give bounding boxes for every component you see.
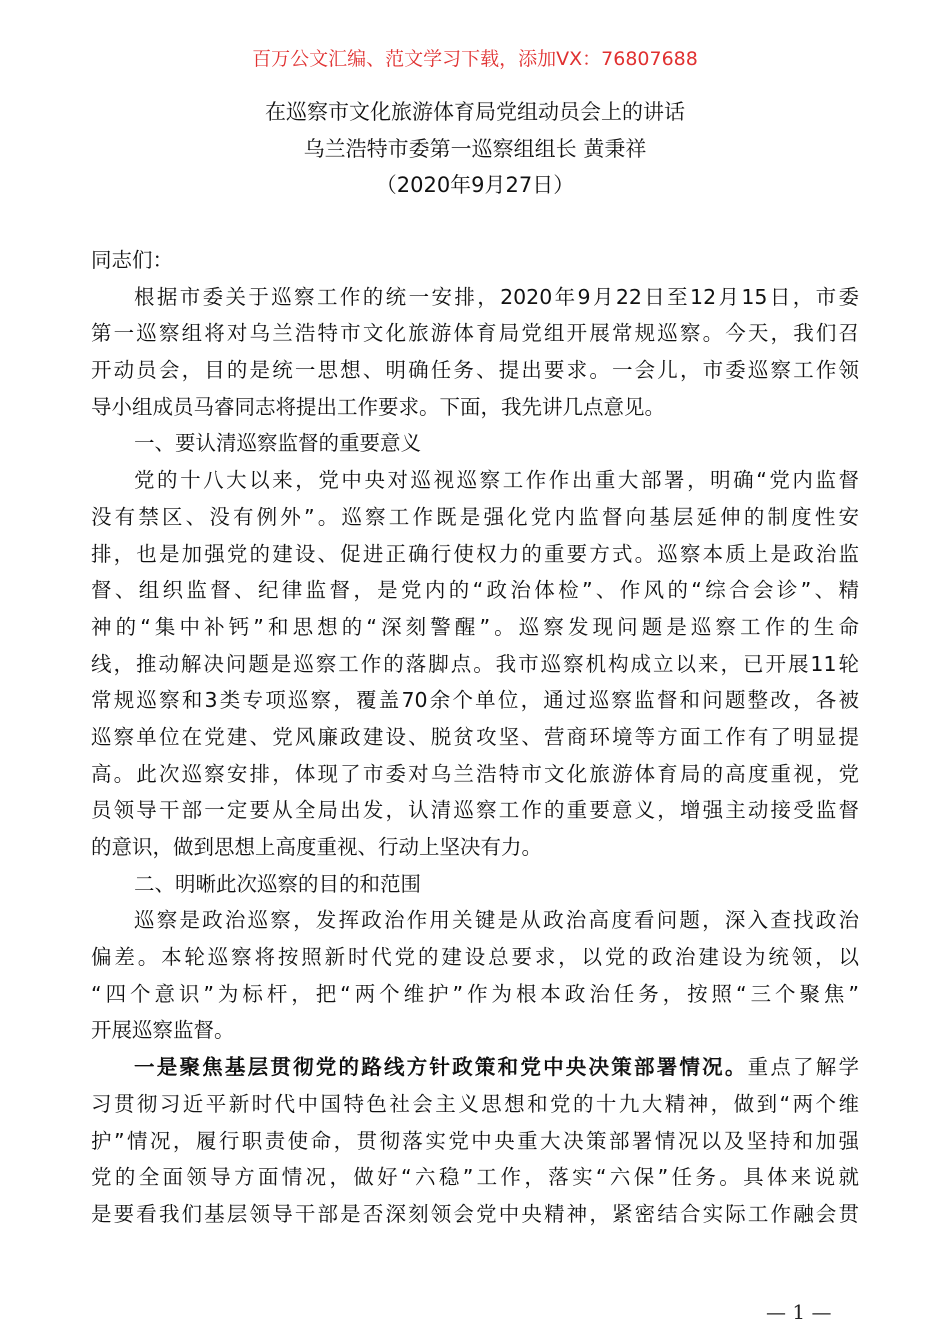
line-text: 开动员会，目的是统一思想、明确任务、提出要求。一会儿，市委巡察工作领 [91, 358, 859, 383]
text-line [91, 1196, 859, 1233]
line-text: 开展巡察监督。 [91, 1018, 235, 1043]
text-line [91, 756, 859, 793]
line-text: 导小组成员马睿同志将提出工作要求。下面，我先讲几点意见。 [91, 394, 665, 419]
page-number: — 1 — [766, 1300, 832, 1324]
line-text: 员领导干部一定要从全局出发，认清巡察工作的重要意义，增强主动接受监督 [91, 798, 859, 823]
text-line [91, 609, 859, 646]
line-text: 常规巡察和3类专项巡察，覆盖70余个单位，通过巡察监督和问题整改，各被 [91, 688, 859, 713]
line-text: 巡察是政治巡察，发挥政治作用关键是从政治高度看问题，深入查找政治 [134, 908, 859, 933]
document-body [91, 242, 859, 1233]
text-line [91, 462, 859, 499]
line-text: 二、明晰此次巡察的目的和范围 [134, 871, 421, 896]
line-text: 同志们： [91, 248, 173, 272]
watermark-banner: 百万公文汇编、范文学习下载，添加VX：76807688 [252, 48, 698, 70]
line-text: 习贯彻习近平新时代中国特色社会主义思想和党的十九大精神，做到“两个维 [91, 1091, 859, 1116]
text-line [91, 1049, 859, 1086]
text-line [91, 829, 859, 866]
text-line [91, 1086, 859, 1123]
line-text: 党的十八大以来，党中央对巡视巡察工作作出重大部署，明确“党内监督 [134, 468, 859, 493]
text-line [91, 1159, 859, 1196]
line-text: 巡察单位在党建、党风廉政建设、脱贫攻坚、营商环境等方面工作有了明显提 [91, 724, 859, 749]
text-line [91, 572, 859, 609]
line-text: 神的“集中补钙”和思想的“深刻警醒”。巡察发现问题是巡察工作的生命 [91, 614, 859, 639]
text-line [91, 792, 859, 829]
line-text: 是要看我们基层领导干部是否深刻领会党中央精神，紧密结合实际工作融会贯 [91, 1201, 859, 1226]
line-text: 偏差。本轮巡察将按照新时代党的建设总要求，以党的政治建设为统领，以 [91, 945, 859, 970]
line-text: 督、组织监督、纪律监督，是党内的“政治体检”、作风的“综合会诊”、精 [91, 578, 859, 603]
text-line [91, 646, 859, 683]
text-line [91, 866, 859, 903]
text-line [91, 939, 859, 976]
text-line [91, 315, 859, 352]
text-line [91, 389, 859, 426]
document-date: （2020年9月27日） [375, 173, 575, 197]
line-text: 线，推动解决问题是巡察工作的落脚点。我市巡察机构成立以来，已开展11轮 [91, 651, 859, 676]
line-text: 根据市委关于巡察工作的统一安排，2020年9月22日至12月15日，市委 [134, 284, 859, 309]
line-text: 排，也是加强党的建设、促进正确行使权力的重要方式。巡察本质上是政治监 [91, 541, 859, 566]
text-line [91, 279, 859, 316]
text-line [91, 352, 859, 389]
text-line [91, 902, 859, 939]
text-line [91, 719, 859, 756]
text-line [91, 499, 859, 536]
text-line [91, 536, 859, 573]
line-text: 第一巡察组将对乌兰浩特市文化旅游体育局党组开展常规巡察。今天，我们召 [91, 321, 859, 346]
line-text: “四个意识”为标杆，把“两个维护”作为根本政治任务，按照“三个聚焦” [91, 981, 859, 1006]
line-text: 的意识，做到思想上高度重视、行动上坚决有力。 [91, 835, 542, 859]
line-text: 没有禁区、没有例外”。巡察工作既是强化党内监督向基层延伸的制度性安 [91, 504, 859, 529]
text-line [91, 682, 859, 719]
text-line [91, 1123, 859, 1160]
line-text: 党的全面领导方面情况，做好“六稳”工作，落实“六保”任务。具体来说就 [91, 1165, 859, 1190]
line-text: 高。此次巡察安排，体现了市委对乌兰浩特市文化旅游体育局的高度重视，党 [91, 761, 859, 786]
line-text: 护”情况，履行职责使命，贯彻落实党中央重大决策部署情况以及坚持和加强 [91, 1128, 859, 1153]
document-title: 在巡察市文化旅游体育局党组动员会上的讲话 [265, 100, 685, 124]
bold-lead: 一是聚焦基层贯彻党的路线方针政策和党中央决策部署情况。 [134, 1055, 748, 1080]
line-text: 重点了解学 [747, 1055, 859, 1080]
line-text: 一、要认清巡察监督的重要意义 [134, 431, 421, 456]
text-line [91, 425, 859, 462]
text-line [91, 242, 859, 279]
document-author: 乌兰浩特市委第一巡察组组长 黄秉祥 [303, 137, 647, 161]
text-line [91, 1012, 859, 1049]
text-line [91, 976, 859, 1013]
